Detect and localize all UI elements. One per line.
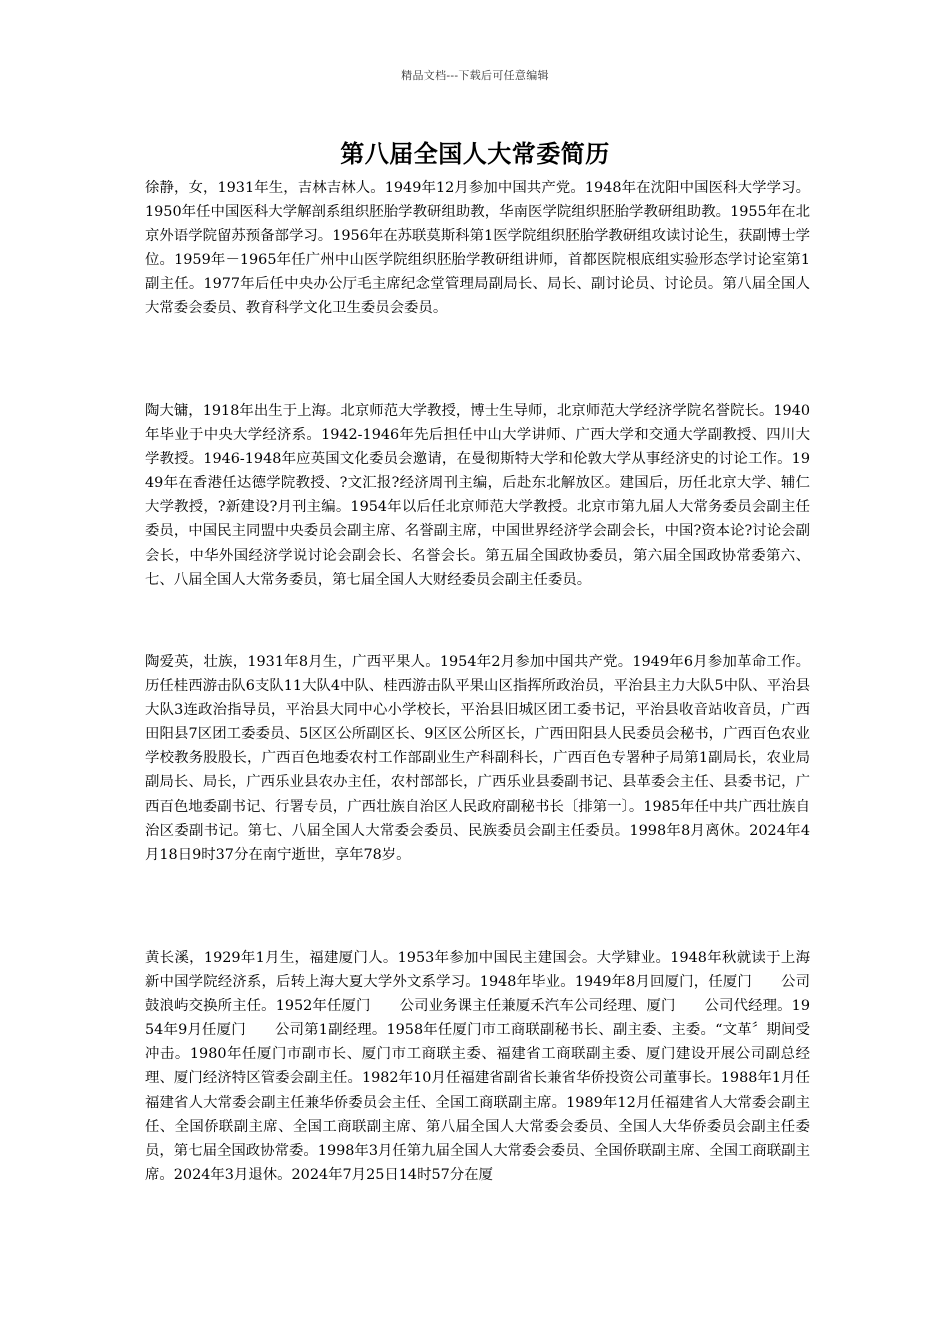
bio-paragraph-clip (145, 946, 810, 1220)
header-note: 精品文档---下载后可任意编辑 (401, 69, 549, 82)
bio-paragraph-tao-dayong: 陶大镛，1918年出生于上海。北京师范大学教授，博士生导师，北京师范大学经济学院名誉院长。1940年毕业于中央大学经济系。1942-1946年先后担任中山大学讲师、广西大学和交通大学副教授、四川大学教授。1946-1948年应英国文化委员会邀请，在曼彻斯特大学和伦敦大学从事经济史的讨论工作。1949年在香港任达德学院教授、?文汇报?经济周刊主编，后赴东北解放区。建国后，历任北京大学、辅仁大学教授，?新建设?月刊主编。1954年以后任北京师范大学教授。北京市第九届人大常务委员会副主任委员，中国民主同盟中央委员会副主席、名誉副主席，中国世界经济学会副会长，中国?资本论?讨论会副会长，中华外国经济学说讨论会副会长、名誉会长。第五届全国政协委员，第六届全国政协常委第六、七、八届全国人大常务委员，第七届全国人大财经委员会副主任委员。 (145, 403, 810, 588)
bio-paragraph-huang-changxi: 黄长溪，1929年1月生，福建厦门人。1953年参加中国民主建国会。大学肄业。1948年秋就读于上海新中国学院经济系，后转上海大夏大学外文系学习。1948年毕业。1949年8月回厦门，任厦门 公司鼓浪屿交换所主任。1952年任厦门 公司业务课主任兼厦禾汽车公司经理、厦门 公司代经理。1954年9月任厦门 公司第1副经理。1958年任厦门市工商联副秘书长、副主委、主委。“文革〞期间受冲击。1980年任厦门市副市长、厦门市工商联主委、福建省工商联副主委、厦门建设开展公司副总经理、厦门经济特区管委会副主任。1982年10月任福建省副省长兼省华侨投资公司董事长。1988年1月任福建省人大常委会副主任兼华侨委员会主任、全国工商联副主席。1989年12月任福建省人大常委会副主任、全国侨联副主席、全国工商联副主席、第八届全国人大常委会委员、全国人大华侨委员会副主任委员，第七届全国政协常委。1998年3月任第九届全国人大常委会委员、全国侨联副主席、全国工商联副主席。2024年3月退休。2024年7月25日14时57分在厦 (145, 950, 810, 1183)
bio-paragraph-tao-aiying: 陶爱英，壮族，1931年8月生，广西平果人。1954年2月参加中国共产党。1949年6月参加革命工作。历任桂西游击队6支队11大队4中队、桂西游击队平果山区指挥所政治员，平治县主力大队5中队、平治县大队3连政治指导员，平治县大同中心小学校长，平治县旧城区团工委书记，平治县收音站收音员，广西田阳县7区团工委委员、5区区公所副区长、9区区公所区长，广西田阳县人民委员会秘书，广西百色农业学校教务股股长，广西百色地委农村工作部副业生产科副科长，广西百色专署种子局第1副局长，农业局副局长、局长，广西乐业县农办主任，农村部部长，广西乐业县委副书记、县革委会主任、县委书记，广西百色地委副书记、行署专员，广西壮族自治区人民政府副秘书长〔排第一〕。1985年任中共广西壮族自治区委副书记。第七、八届全国人大常委会委员、民族委员会副主任委员。1998年8月离休。2024年4月18日9时37分在南宁逝世，享年78岁。 (145, 654, 810, 863)
bio-paragraph-xu-jing: 徐静，女，1931年生，吉林吉林人。1949年12月参加中国共产党。1948年在沈阳中国医科大学学习。1950年任中国医科大学解剖系组织胚胎学教研组助教，华南医学院组织胚胎学教研组助教。1955年在北京外语学院留苏预备部学习。1956年在苏联莫斯科第1医学院组织胚胎学教研组攻读讨论生，获副博士学位。1959年－1965年任广州中山医学院组织胚胎学教研组讲师，首都医院根底组实验形态学讨论室第1副主任。1977年后任中央办公厅毛主席纪念堂管理局副局长、局长、副讨论员、讨论员。第八届全国人大常委会委员、教育科学文化卫生委员会委员。 (145, 180, 810, 317)
document-title: 第八届全国人大常委简历 (340, 139, 610, 168)
